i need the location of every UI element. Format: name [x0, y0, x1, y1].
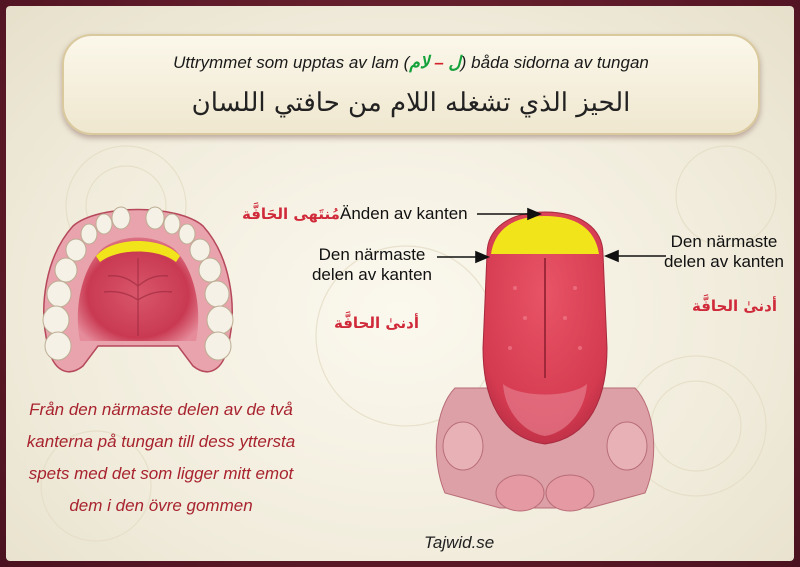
lam-word: لام — [409, 53, 430, 72]
right-arabic-label: أدنىٰ الحافَّة — [692, 297, 778, 315]
right-near-label — [660, 232, 788, 272]
caption-line: Från den närmaste delen av de två — [29, 400, 293, 419]
title-text-end: ) båda sidorna av tungan — [460, 53, 649, 72]
caption-line: dem i den övre gommen — [69, 496, 253, 515]
tip-arabic-label: مُنتَهى الحَافَّة — [242, 205, 340, 223]
caption-line: kanterna på tungan till dess yttersta — [26, 432, 296, 451]
caption-line: spets med det som ligger mitt emot — [28, 464, 294, 483]
title-dash: – — [429, 53, 449, 72]
site-watermark: Tajwid.se — [424, 533, 495, 552]
left-near-line-1: Den närmaste — [318, 245, 426, 264]
arrow-to-tip — [528, 209, 540, 219]
arrow-to-right-edge — [606, 251, 618, 261]
left-arabic-label: أدنىٰ الحافَّة — [334, 314, 420, 332]
right-near-line-2: delen av kanten — [663, 252, 785, 271]
right-near-line-1: Den närmaste — [670, 232, 778, 251]
left-near-line-2: delen av kanten — [311, 265, 433, 284]
left-near-label — [308, 245, 436, 285]
tip-swedish-label: Änden av kanten — [340, 204, 468, 223]
title-text-start: Uttrymmet som upptas av lam ( — [173, 53, 410, 72]
arrow-to-left-edge — [476, 252, 488, 262]
lam-letter: ل — [448, 53, 461, 72]
banner-arabic-phrase: الحيز الذي تشغله اللام من حافتي اللسان — [191, 88, 631, 118]
